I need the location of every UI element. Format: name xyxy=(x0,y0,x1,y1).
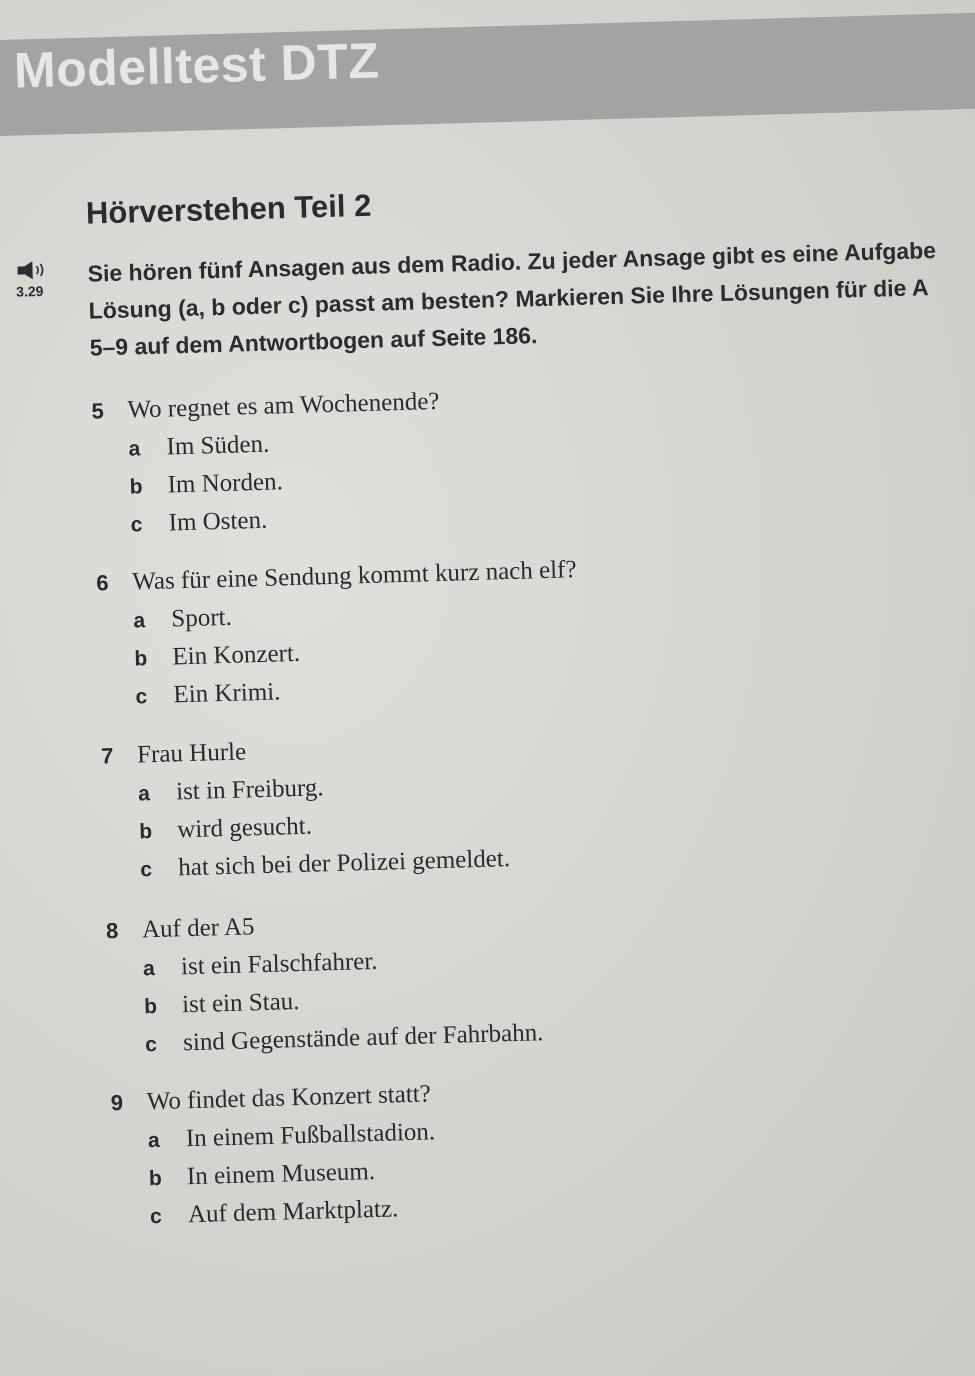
question-8 xyxy=(106,905,544,1069)
option-letter: b xyxy=(143,995,158,1019)
option-letter: c xyxy=(140,858,153,882)
option-text: ist in Freiburg. xyxy=(175,774,324,806)
option-text: hat sich bei der Polizei gemeldet. xyxy=(177,845,511,882)
question-number: 6 xyxy=(95,570,109,596)
question-number: 9 xyxy=(110,1089,124,1116)
question-9 xyxy=(110,1080,437,1241)
page-title: Modelltest DTZ xyxy=(13,32,380,99)
option-letter: c xyxy=(130,513,143,537)
option-letter: c xyxy=(144,1033,158,1057)
option-c[interactable] xyxy=(130,502,443,549)
question-number: 8 xyxy=(105,918,119,944)
question-7 xyxy=(101,731,511,894)
option-text: Im Osten. xyxy=(168,506,268,537)
option-text: Im Süden. xyxy=(166,430,270,461)
instruction-line: 5–9 auf dem Antwortbogen auf Seite 186. xyxy=(89,322,538,361)
option-letter: b xyxy=(138,820,153,844)
instruction-line: Sie hören fünf Ansagen aus dem Radio. Zu jeder Ansage gibt es eine Aufgabe xyxy=(87,236,937,287)
option-text: ist ein Falschfahrer. xyxy=(180,947,378,981)
question-text: Was für eine Sendung kommt kurz nach elf? xyxy=(131,556,577,596)
option-text: In einem Fußballstadion. xyxy=(185,1118,436,1153)
option-text: wird gesucht. xyxy=(176,812,313,844)
track-number: 3.29 xyxy=(15,282,44,300)
option-letter: b xyxy=(134,647,148,671)
option-text: Auf dem Marktplatz. xyxy=(187,1195,399,1229)
option-text: Ein Konzert. xyxy=(172,639,301,671)
instruction-line: Lösung (a, b oder c) passt am besten? Markieren Sie Ihre Lösungen für die A xyxy=(88,274,929,324)
option-text: Sport. xyxy=(170,603,233,633)
option-text: Im Norden. xyxy=(167,468,284,499)
option-c[interactable] xyxy=(150,1194,438,1240)
option-text: sind Gegenstände auf der Fahrbahn. xyxy=(182,1019,544,1057)
question-5 xyxy=(91,388,443,550)
question-text: Auf der A5 xyxy=(141,913,255,944)
option-letter: c xyxy=(149,1204,163,1229)
instructions xyxy=(87,229,975,367)
question-text: Frau Hurle xyxy=(136,738,247,769)
option-letter: a xyxy=(133,609,146,633)
option-letter: c xyxy=(135,685,148,709)
speaker-icon xyxy=(15,261,51,280)
question-number: 7 xyxy=(100,743,114,769)
option-text: Ein Krimi. xyxy=(173,678,281,709)
option-letter: a xyxy=(137,782,151,806)
option-letter: a xyxy=(128,437,141,461)
option-text: ist ein Stau. xyxy=(181,988,300,1019)
option-letter: a xyxy=(147,1128,160,1153)
option-letter: b xyxy=(148,1166,163,1191)
section-title: Hörverstehen Teil 2 xyxy=(85,187,372,231)
audio-marker xyxy=(15,261,56,300)
question-text: Wo findet das Konzert statt? xyxy=(146,1080,432,1116)
question-6 xyxy=(96,556,580,721)
question-number: 5 xyxy=(91,398,105,424)
option-letter: b xyxy=(129,475,143,499)
question-text: Wo regnet es am Wochenende? xyxy=(127,387,440,424)
option-text: In einem Museum. xyxy=(186,1157,376,1191)
option-letter: a xyxy=(142,957,156,981)
